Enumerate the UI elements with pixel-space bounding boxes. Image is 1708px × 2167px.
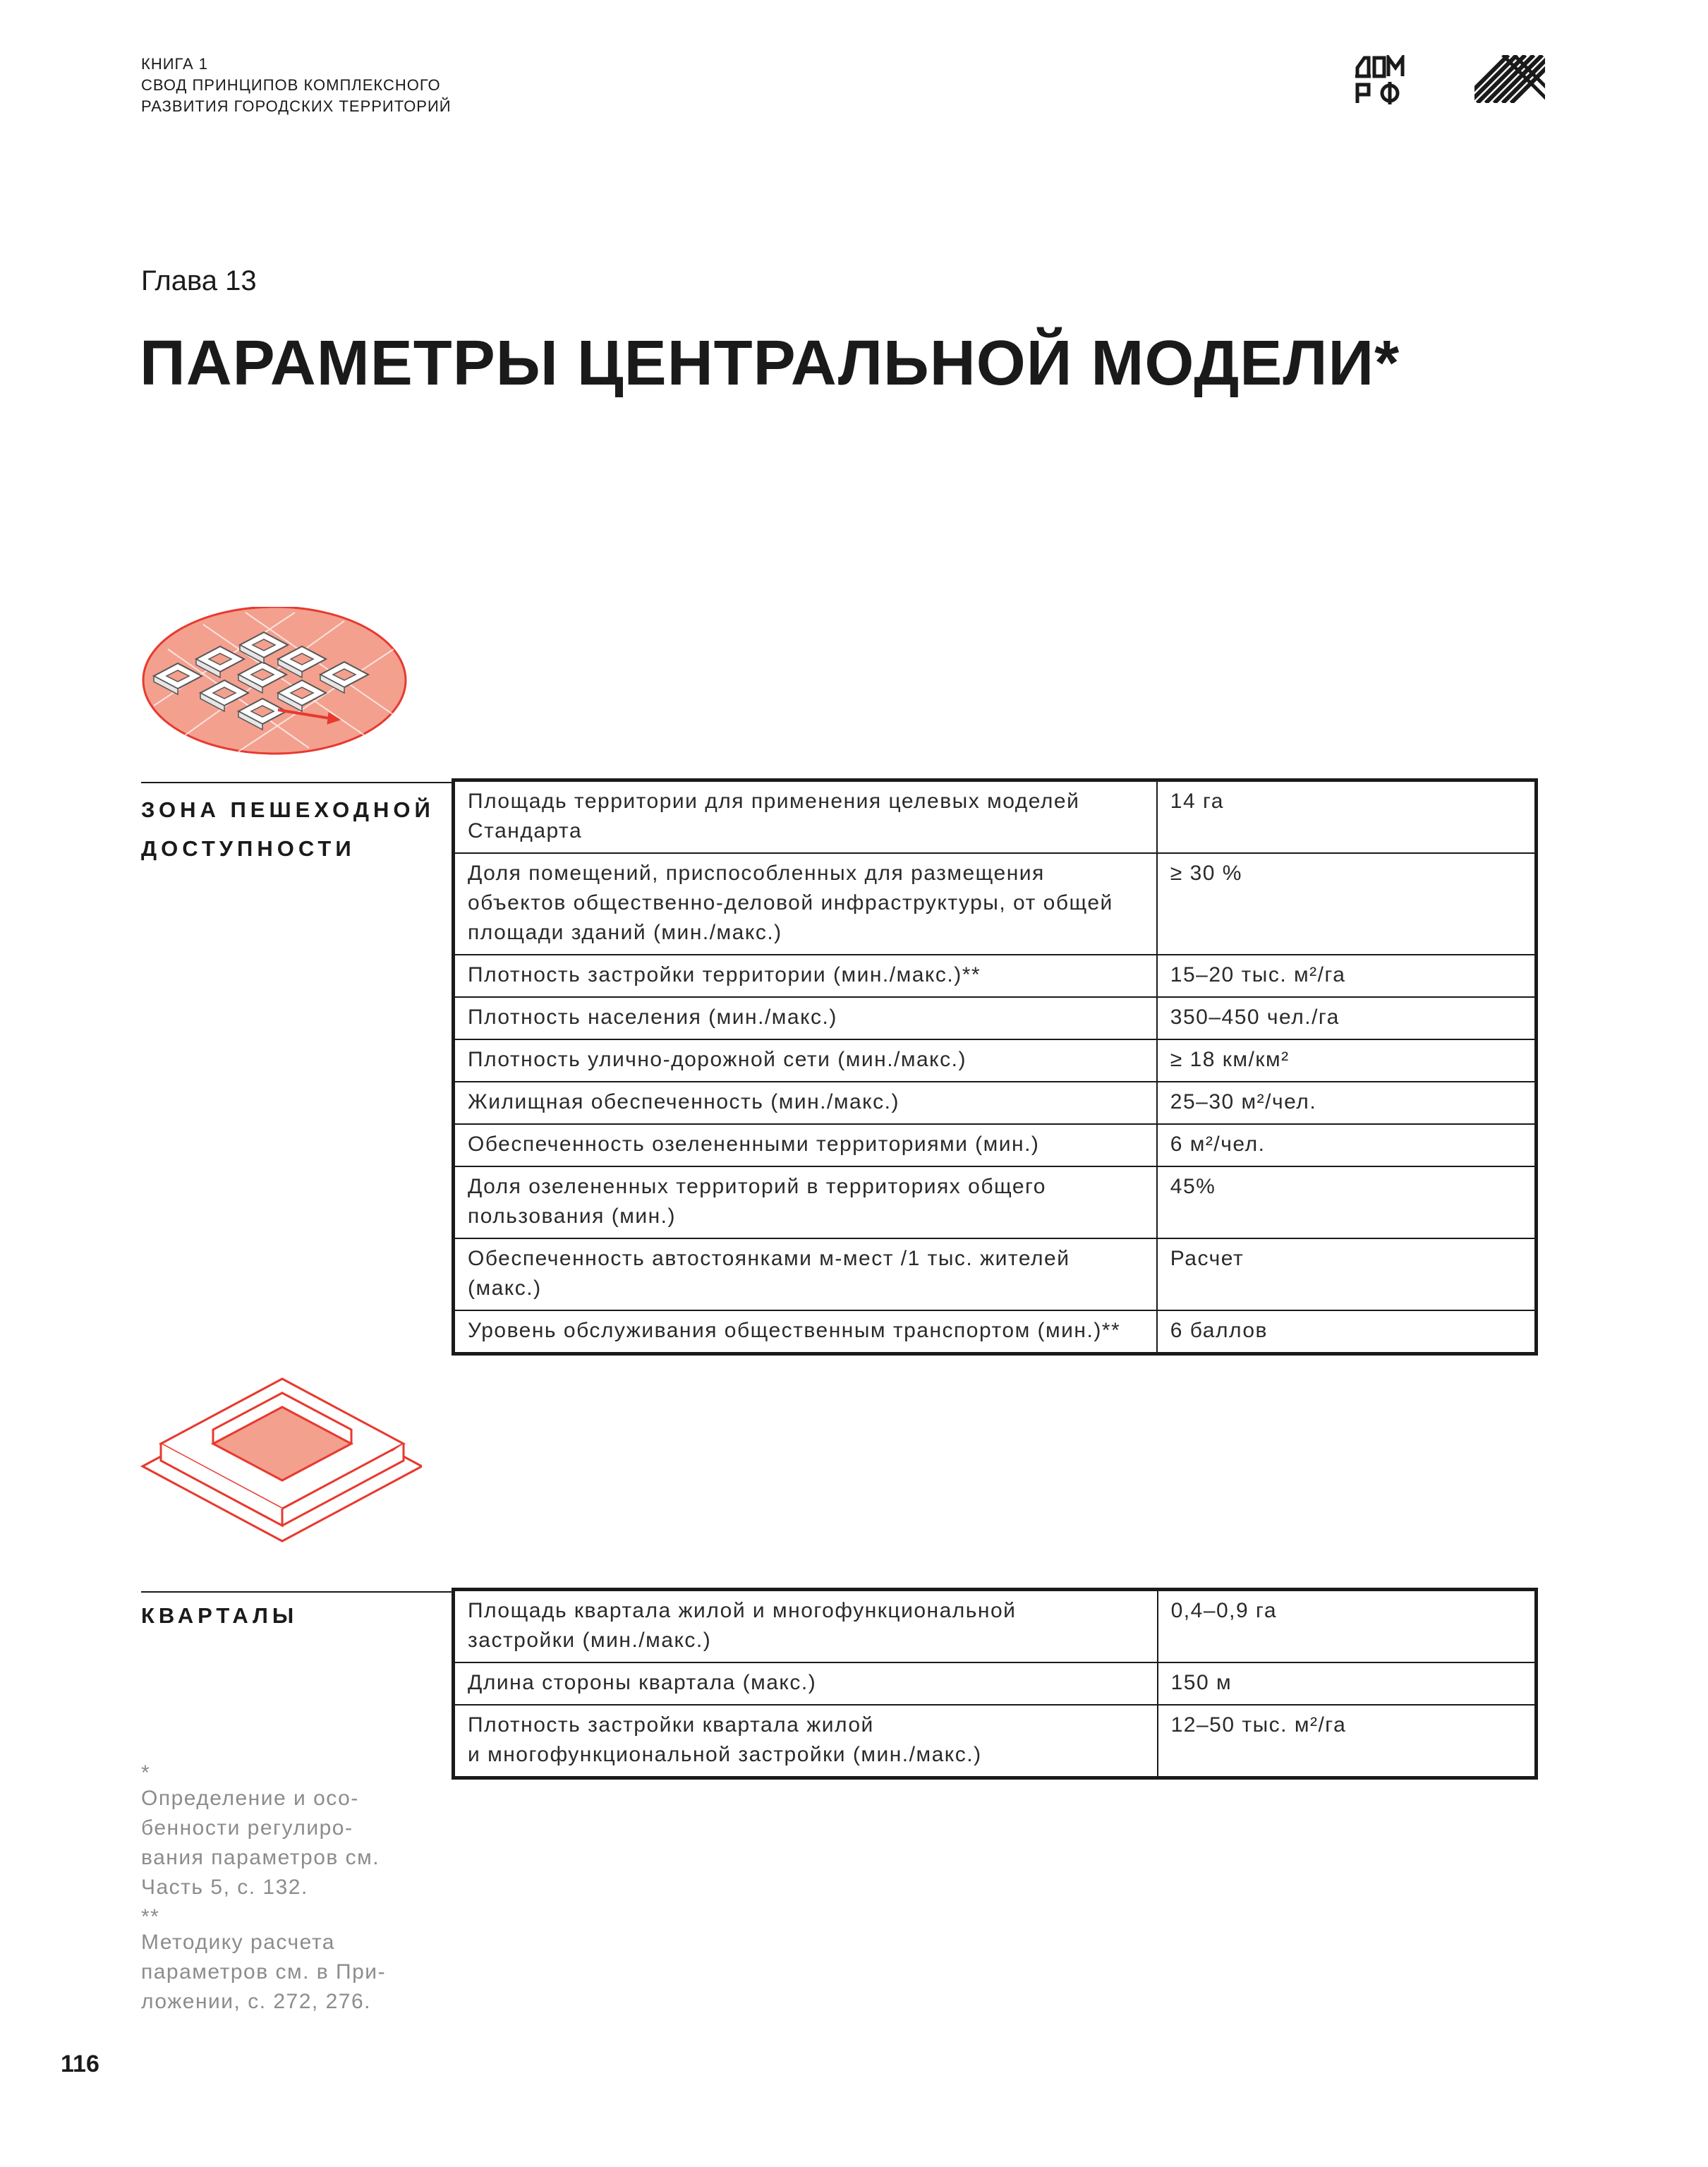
param-cell [454, 780, 1157, 854]
table-row [454, 1662, 1537, 1705]
param-cell [454, 1310, 1157, 1354]
param-cell [454, 1590, 1158, 1663]
param-text: Площадь квартала жилой и многофункциональной [468, 1599, 1017, 1622]
param-text: Площадь территории для применения целевых моделей [468, 790, 1080, 813]
param-text: площади зданий (мин./макс.) [468, 921, 782, 944]
table-row [454, 853, 1537, 955]
param-cell [454, 997, 1157, 1039]
section-label-blocks [141, 1596, 437, 1635]
table-row [454, 1124, 1537, 1166]
book-header [141, 54, 452, 117]
table-row [454, 1310, 1537, 1354]
param-cell [454, 1662, 1158, 1705]
table-row [454, 997, 1537, 1039]
footnote-line: бенности регулиро- [141, 1816, 353, 1840]
param-text: Длина стороны квартала (макс.) [468, 1671, 817, 1694]
param-text: пользования (мин.) [468, 1205, 676, 1228]
dom-rf-logo [1355, 55, 1405, 106]
table-row [454, 1082, 1537, 1124]
section-label-line: КВАРТАЛЫ [141, 1603, 298, 1628]
param-text: Уровень обслуживания общественным транспортом (мин.)** [468, 1319, 1121, 1342]
section-label-pedestrian-zone [141, 790, 437, 868]
param-cell [454, 1082, 1157, 1124]
param-cell [454, 853, 1157, 955]
param-text: Плотность застройки квартала жилой [468, 1713, 874, 1737]
footnote-line: Определение и осо- [141, 1787, 359, 1810]
param-text: Доля помещений, приспособленных для размещения [468, 862, 1045, 885]
footnote [141, 1907, 423, 2017]
table-row [454, 1705, 1537, 1778]
footnote-line: Методику расчета [141, 1931, 335, 1954]
section-divider [141, 1591, 453, 1593]
param-text: Жилищная обеспеченность (мин./макс.) [468, 1090, 900, 1113]
param-cell [454, 955, 1157, 997]
param-text: Плотность населения (мин./макс.) [468, 1006, 837, 1029]
value-cell: 14 га [1157, 780, 1537, 854]
footnote-line: ложении, с. 272, 276. [141, 1990, 371, 2013]
param-cell [454, 1039, 1157, 1082]
value-cell: 350–450 чел./га [1157, 997, 1537, 1039]
page-number: 116 [61, 2051, 99, 2077]
value-cell: ≥ 30 % [1157, 853, 1537, 955]
footnote [141, 1763, 423, 1902]
blocks-table [452, 1588, 1538, 1780]
table-row [454, 1166, 1537, 1238]
param-text: Стандарта [468, 819, 583, 843]
table-row [454, 1590, 1537, 1663]
value-cell: 6 баллов [1157, 1310, 1537, 1354]
table-row [454, 1039, 1537, 1082]
param-text: объектов общественно-деловой инфраструктуры, от общей [468, 891, 1113, 915]
header-line-3: РАЗВИТИЯ ГОРОДСКИХ ТЕРРИТОРИЙ [141, 97, 452, 115]
page-title: ПАРАМЕТРЫ ЦЕНТРАЛЬНОЙ МОДЕЛИ* [140, 328, 1400, 399]
footnote-mark: ** [141, 1905, 160, 1928]
block-illustration [140, 1373, 422, 1543]
table-row [454, 1238, 1537, 1310]
chapter-label: Глава 13 [141, 265, 257, 296]
header-line-1: КНИГА 1 [141, 55, 208, 73]
section-label-line: ЗОНА ПЕШЕХОДНОЙ [141, 797, 435, 822]
value-cell: ≥ 18 км/км² [1157, 1039, 1537, 1082]
param-cell [454, 1238, 1157, 1310]
value-cell: Расчет [1157, 1238, 1537, 1310]
footnote-line: Часть 5, с. 132. [141, 1876, 308, 1899]
section-label-line: ДОСТУПНОСТИ [141, 836, 356, 861]
pedestrian-zone-illustration [140, 607, 409, 758]
param-text: Плотность застройки территории (мин./макс.)** [468, 963, 981, 986]
param-text: Доля озелененных территорий в территориях общего [468, 1175, 1046, 1198]
param-text: и многофункциональной застройки (мин./макс.) [468, 1743, 982, 1766]
footnote-mark: * [141, 1761, 151, 1785]
table-row [454, 955, 1537, 997]
param-text: (макс.) [468, 1276, 542, 1300]
footnote-line: параметров см. в При- [141, 1960, 387, 1984]
value-cell: 45% [1157, 1166, 1537, 1238]
param-cell [454, 1124, 1157, 1166]
footnote-line: вания параметров см. [141, 1846, 380, 1869]
header-line-2: СВОД ПРИНЦИПОВ КОМПЛЕКСНОГО [141, 76, 441, 94]
value-cell: 25–30 м²/чел. [1157, 1082, 1537, 1124]
param-text: Плотность улично-дорожной сети (мин./макс.) [468, 1048, 967, 1071]
pattern-logo [1474, 55, 1545, 103]
pedestrian-zone-table [452, 778, 1538, 1356]
param-text: застройки (мин./макс.) [468, 1629, 712, 1652]
param-text: Обеспеченность автостоянками м-мест /1 тыс. жителей [468, 1247, 1070, 1270]
value-cell: 6 м²/чел. [1157, 1124, 1537, 1166]
table-row [454, 780, 1537, 854]
value-cell: 12–50 тыс. м²/га [1158, 1705, 1537, 1778]
param-cell [454, 1166, 1157, 1238]
value-cell: 150 м [1158, 1662, 1537, 1705]
value-cell: 0,4–0,9 га [1158, 1590, 1537, 1663]
footnotes [141, 1763, 423, 2021]
param-text: Обеспеченность озелененными территориями (мин.) [468, 1133, 1040, 1156]
section-divider [141, 782, 453, 783]
param-cell [454, 1705, 1158, 1778]
value-cell: 15–20 тыс. м²/га [1157, 955, 1537, 997]
